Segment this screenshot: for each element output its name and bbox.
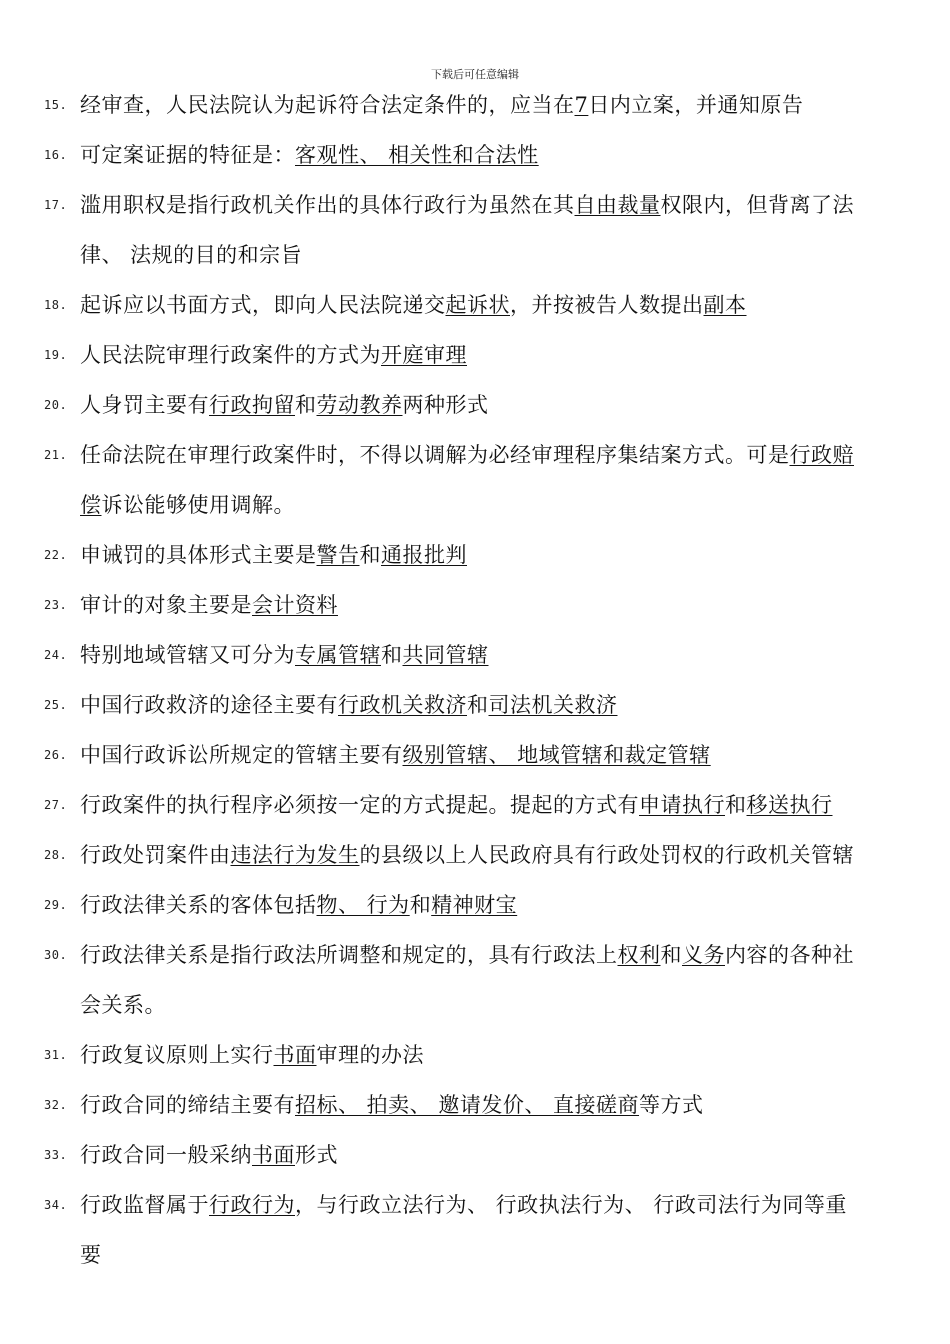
- item-line: [0, 680, 950, 730]
- item-number: 32.: [44, 1098, 68, 1112]
- item-line: [0, 880, 950, 930]
- list-item: [0, 830, 950, 880]
- item-text: 行政复议原则上实行书面审理的办法: [80, 1043, 424, 1067]
- item-line: [0, 430, 950, 480]
- item-text: 行政合同一般采纳书面形式: [80, 1143, 338, 1167]
- list-item: [0, 530, 950, 580]
- item-text: 滥用职权是指行政机关作出的具体行政行为虽然在其自由裁量权限内，但背离了法: [80, 193, 854, 217]
- item-text: 律、 法规的目的和宗旨: [80, 243, 303, 267]
- item-text: 偿诉讼能够使用调解。: [80, 493, 295, 517]
- item-text: 经审查，人民法院认为起诉符合法定条件的，应当在7日内立案，并通知原告: [80, 93, 804, 117]
- item-text: 申诫罚的具体形式主要是警告和通报批判: [80, 543, 467, 567]
- item-text: 中国行政救济的途径主要有行政机关救济和司法机关救济: [80, 693, 618, 717]
- list-item: [0, 330, 950, 380]
- item-number: 26.: [44, 748, 68, 762]
- item-number: 22.: [44, 548, 68, 562]
- item-line: [0, 530, 950, 580]
- item-number: 33.: [44, 1148, 68, 1162]
- item-line: [0, 1080, 950, 1130]
- item-text: 人身罚主要有行政拘留和劳动教养两种形式: [80, 393, 489, 417]
- item-line: [0, 1130, 950, 1180]
- item-text: 特别地域管辖又可分为专属管辖和共同管辖: [80, 643, 489, 667]
- item-number: 21.: [44, 448, 68, 462]
- item-line: [0, 230, 950, 280]
- item-line: [0, 180, 950, 230]
- item-number: 23.: [44, 598, 68, 612]
- item-text: 中国行政诉讼所规定的管辖主要有级别管辖、 地域管辖和裁定管辖: [80, 743, 711, 767]
- item-number: 20.: [44, 398, 68, 412]
- item-number: 34.: [44, 1198, 68, 1212]
- item-number: 17.: [44, 198, 68, 212]
- list-item: [0, 880, 950, 930]
- item-line: [0, 480, 950, 530]
- item-number: 27.: [44, 798, 68, 812]
- list-item: [0, 1080, 950, 1130]
- item-line: [0, 830, 950, 880]
- item-text: 任命法院在审理行政案件时，不得以调解为必经审理程序集结案方式。可是行政赔: [80, 443, 854, 467]
- item-number: 15.: [44, 98, 68, 112]
- item-line: [0, 930, 950, 980]
- item-line: [0, 1030, 950, 1080]
- list-item: [0, 80, 950, 130]
- list-item: [0, 380, 950, 430]
- item-line: [0, 280, 950, 330]
- item-number: 30.: [44, 948, 68, 962]
- item-number: 29.: [44, 898, 68, 912]
- list-item: [0, 580, 950, 630]
- list-item: [0, 1030, 950, 1080]
- item-text: 审计的对象主要是会计资料: [80, 593, 338, 617]
- item-line: [0, 730, 950, 780]
- list-item: [0, 430, 950, 530]
- item-number: 28.: [44, 848, 68, 862]
- list-item: [0, 180, 950, 280]
- list-item: [0, 680, 950, 730]
- header-note: 下载后可任意编辑: [431, 68, 519, 81]
- item-number: 18.: [44, 298, 68, 312]
- list-item: [0, 930, 950, 1030]
- item-text: 人民法院审理行政案件的方式为开庭审理: [80, 343, 467, 367]
- list-item: [0, 1130, 950, 1180]
- item-number: 25.: [44, 698, 68, 712]
- list-item: [0, 280, 950, 330]
- list-item: [0, 1180, 950, 1280]
- item-text: 行政合同的缔结主要有招标、 拍卖、 邀请发价、 直接磋商等方式: [80, 1093, 704, 1117]
- item-text: 要: [80, 1243, 102, 1267]
- item-text: 行政监督属于行政行为，与行政立法行为、 行政执法行为、 行政司法行为同等重: [80, 1193, 847, 1217]
- item-line: [0, 1180, 950, 1230]
- item-line: [0, 980, 950, 1030]
- list-item: [0, 630, 950, 680]
- item-text: 起诉应以书面方式，即向人民法院递交起诉状，并按被告人数提出副本: [80, 293, 747, 317]
- item-line: [0, 630, 950, 680]
- item-text: 行政案件的执行程序必须按一定的方式提起。提起的方式有申请执行和移送执行: [80, 793, 833, 817]
- list-item: [0, 730, 950, 780]
- item-line: [0, 130, 950, 180]
- item-line: [0, 580, 950, 630]
- list-item: [0, 130, 950, 180]
- item-line: [0, 780, 950, 830]
- item-number: 16.: [44, 148, 68, 162]
- item-line: [0, 380, 950, 430]
- item-number: 19.: [44, 348, 68, 362]
- item-text: 可定案证据的特征是：客观性、 相关性和合法性: [80, 143, 539, 167]
- item-text: 行政处罚案件由违法行为发生的县级以上人民政府具有行政处罚权的行政机关管辖: [80, 843, 854, 867]
- item-number: 24.: [44, 648, 68, 662]
- item-line: [0, 80, 950, 130]
- item-text: 行政法律关系的客体包括物、 行为和精神财宝: [80, 893, 518, 917]
- item-number: 31.: [44, 1048, 68, 1062]
- item-text: 行政法律关系是指行政法所调整和规定的，具有行政法上权利和义务内容的各种社: [80, 943, 854, 967]
- item-line: [0, 1230, 950, 1280]
- item-line: [0, 330, 950, 380]
- list-item: [0, 780, 950, 830]
- item-text: 会关系。: [80, 993, 166, 1017]
